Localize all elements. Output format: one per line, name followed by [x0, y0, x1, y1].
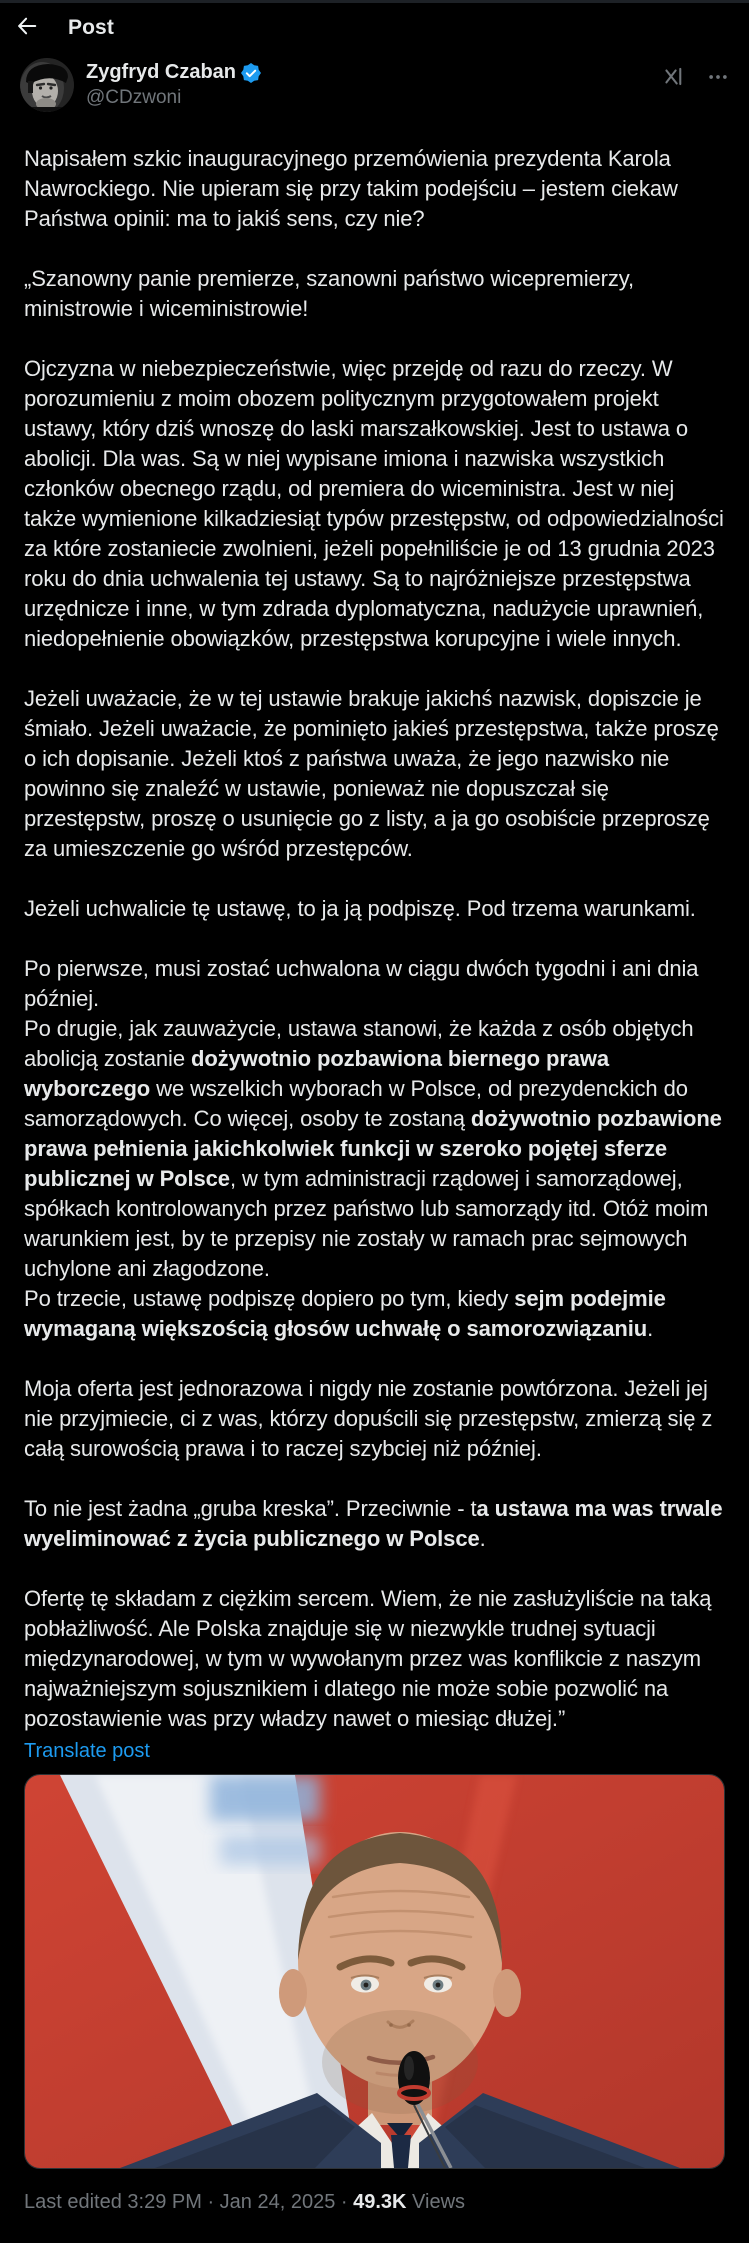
post-photo-illustration	[25, 1775, 724, 2168]
author-name-block	[86, 58, 261, 112]
post-paragraph: Napisałem szkic inauguracyjnego przemówienia prezydenta Karola Nawrockiego. Nie upieram się przy takim podejściu – jestem ciekaw Państwa opinii: ma to jakiś sens, czy nie?	[24, 146, 678, 231]
post-topbar	[0, 3, 749, 50]
post-image[interactable]	[24, 1774, 725, 2169]
verified-badge-icon	[241, 63, 261, 83]
views-count: 49.3K	[353, 2191, 407, 2213]
author-handle: @CDzwoni	[86, 87, 182, 108]
post-paragraph: Ofertę tę składam z ciężkim sercem. Wiem, że nie zasłużyliście na taką pobłażliwość. Ale Polska znajduje się w niezwykle trudnej sytuacji międzynarodowej, w tym w wywołanym przez was konflikcie z naszym najważniejszym sojusznikiem i dlatego nie może sobie pozwolić na pozostawienie was przy władzy nawet o miesiąc dłużej.”	[24, 1586, 712, 1731]
post-actions	[661, 58, 729, 90]
post-text	[0, 144, 749, 1734]
last-edited-timestamp: Last edited 3:29 PM · Jan 24, 2025 ·	[24, 2191, 354, 2213]
more-button[interactable]	[707, 66, 729, 88]
post-paragraph: Ojczyzna w niebezpieczeństwie, więc przejdę od razu do rzeczy. W porozumieniu z moim obozem politycznym przygotowałem projekt ustawy, który dziś wnoszę do laski marszałkowskiej. Jest to ustawa o abolicji. Dla was. Są w niej wypisane imiona i nazwiska wszystkich członków obecnego rządu, od premiera do wiceministra. Jest w niej także wymienione kilkadziesiąt typów przestępstw, od odpowiedzialności za które zostaniecie zwolnieni, jeżeli popełniliście je od 13 grudnia 2023 roku do dnia uchwalenia tej ustawy. Są to najróżniejsze przestępstwa urzędnicze i inne, w tym zdrada dyplomatyczna, nadużycie uprawnień, niedopełnienie obowiązków, przestępstwa korupcyjne i wiele innych.	[24, 356, 724, 651]
back-button[interactable]	[16, 15, 38, 40]
author-name[interactable]: Zygfryd Czaban	[86, 61, 237, 83]
avatar[interactable]	[20, 58, 74, 112]
views-label: Views	[406, 2191, 466, 2213]
post-paragraph: Moja oferta jest jednorazowa i nigdy nie zostanie powtórzona. Jeżeli jej nie przyjmiecie, ci z was, którzy dopuścili się przestępstw, zmierzą się z całą surowością prawa i to raczej szybciej niż później.	[24, 1376, 713, 1461]
translate-post-link[interactable]: Translate post	[24, 1740, 150, 1762]
back-arrow-icon	[16, 15, 38, 40]
author-name-line[interactable]	[86, 60, 261, 85]
post-paragraph: Jeżeli uchwalicie tę ustawę, to ja ją podpiszę. Pod trzema warunkami.	[24, 896, 696, 921]
post-paragraph: Jeżeli uważacie, że w tej ustawie brakuje jakichś nazwisk, dopiszcie je śmiało. Jeżeli uważacie, że pominięto jakieś przestępstwa, także proszę o ich dopisanie. Jeżeli ktoś z państwa uważa, że jego nazwisko nie powinno się znaleźć w ustawie, ponieważ nie dopuszczał się przestępstw, proszę o usunięcie go z listy, a ja go osobiście przeproszę za umieszczenie go wśród przestępców.	[24, 686, 719, 861]
post-paragraph: To nie jest żadna „gruba kreska”. Przeciwnie - ta ustawa ma was trwale wyeliminować z życia publicznego w Polsce.	[24, 1496, 723, 1551]
page-title: Post	[68, 15, 114, 39]
author-row	[0, 50, 749, 112]
post-paragraph: „Szanowny panie premierze, szanowni państwo wicepremierzy, ministrowie i wiceministrowie!	[24, 266, 635, 321]
grok-actions-button[interactable]	[661, 64, 687, 90]
more-ellipsis-icon	[707, 66, 729, 88]
post-paragraph: Po pierwsze, musi zostać uchwalona w ciągu dwóch tygodni i ani dnia później. Po drugie, jak zauważycie, ustawa stanowi, że każda z osób objętych abolicją zostanie dożywotnio pozbawiona biernego prawa wyborczego we wszelkich wyborach w Polsce, od prezydenckich do samorządowych. Co więcej, osoby te zostaną dożywotnio pozbawione prawa pełnienia jakichkolwiek funkcji w szeroko pojętej sferze publicznej w Polsce, w tym administracji rządowej i samorządowej, spółkach kontrolowanych przez państwo lub samorządy itd. Otóż moim warunkiem jest, by te przepisy nie zostały w ramach prac sejmowych uchylone ani złagodzone. Po trzecie, ustawę podpiszę dopiero po tym, kiedy sejm podejmie wymaganą większością głosów uchwałę o samorozwiązaniu.	[24, 956, 722, 1341]
post-footer	[0, 2190, 749, 2215]
grok-x-icon	[661, 64, 687, 90]
